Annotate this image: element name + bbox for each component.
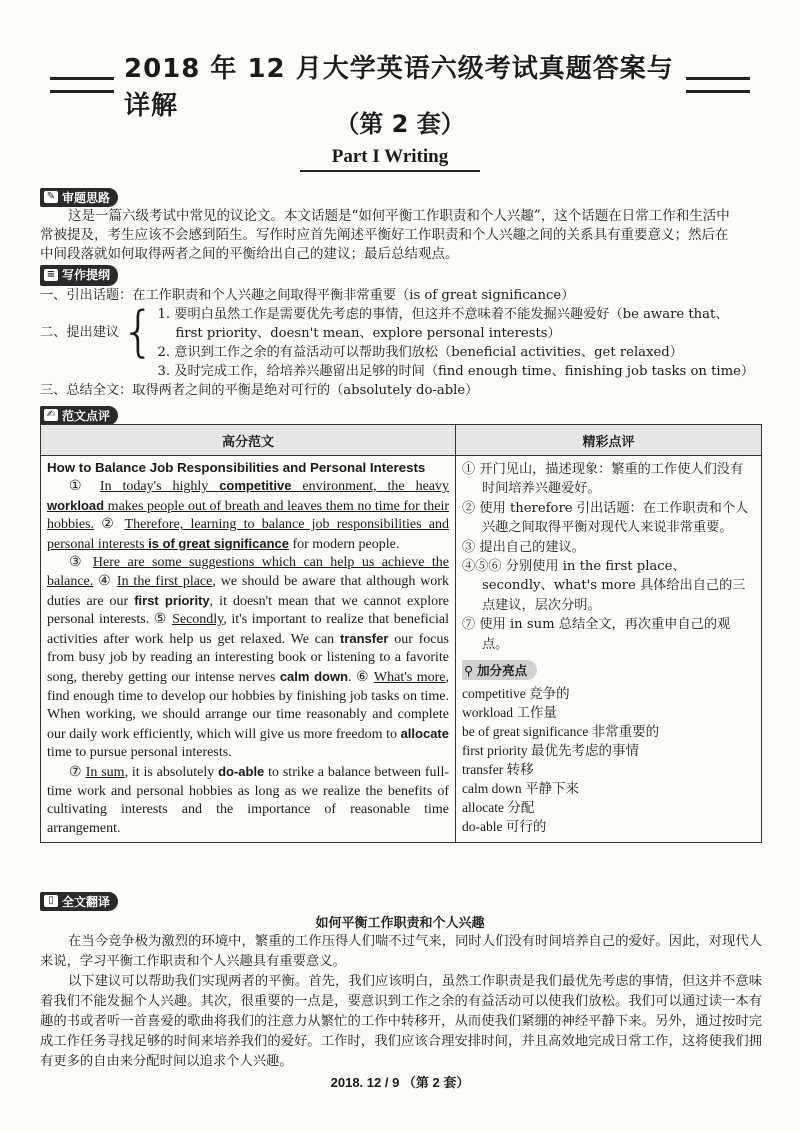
essay-body [47, 477, 449, 838]
comment-item: ② 使用 therefore 引出话题：在工作职责和个人兴趣之间取得平衡对现代人来说非常重要。 [462, 500, 749, 536]
essay-paragraph-2: ③ Here are some suggestions which can help us achieve the balance. ④ In the first place, we should be aware that although work duties are our first priority, it doesn't mean that we cannot explore personal interests. ⑤ Secondly, it's important to realize that beneficial activities after work help us get relaxed. We can transfer our focus from busy job by reading an interesting book or listening to a favorite song, thereby getting our intense nerves calm down. ⑥ What's more, find enough time to develop our hobbies by finishing job tasks on time. When working, we should arrange our time reasonably and complete our daily work efficiently, which will give us more freedom to allocate time to pursue personal interests. [47, 555, 449, 761]
vocab-item: first priority 最优先考虑的事情 [462, 743, 639, 759]
comment-item: ④⑤⑥ 分别使用 in the first place、secondly、what's more 具体给出自己的三点建议，层次分明。 [462, 559, 746, 613]
review-tag [40, 406, 118, 425]
vocab-list [462, 684, 755, 836]
outline-section [40, 264, 754, 400]
outline-line-1: 一、引出话题：在工作职责和个人兴趣之间取得平衡非常重要（is of great significance） [40, 287, 575, 303]
analysis-tag-label: 审题思路 [62, 190, 111, 205]
comment-item: ① 开门见山，描述现象：繁重的工作使人们没有时间培养兴趣爱好。 [462, 462, 744, 497]
book-icon: ▯ [44, 895, 58, 907]
vocab-item: allocate 分配 [462, 800, 535, 816]
translation-tag-label: 全文翻译 [62, 894, 111, 909]
essay-title: How to Balance Job Responsibilities and Personal Interests [47, 460, 426, 475]
outline-tag [40, 265, 118, 286]
vocab-item: be of great significance 非常重要的 [462, 724, 660, 740]
essay-column-header: 高分范文 [41, 425, 456, 456]
translation-paragraph-1: 在当今竞争极为激烈的环境中，繁重的工作压得人们喘不过气来，同时人们没有时间培养自己的爱好。因此，对现代人来说，学习平衡工作职责和个人兴趣具有重要意义。 [40, 934, 762, 969]
essay-paragraph-3: ⑦ In sum, it is absolutely do-able to strike a balance between full-time work and personal hobbies as long as we realize the benefits of cultivating interests and the importance of reasonable time arrangement. [47, 763, 449, 836]
vocab-item: calm down 平静下来 [462, 781, 579, 797]
magnifier-icon: ⚲ [464, 662, 474, 678]
comment-list [462, 460, 755, 654]
outline-label-2: 二、提出建议 [40, 324, 120, 340]
list-icon: ≡ [44, 269, 58, 281]
translation-body [40, 932, 762, 1072]
comment-item: ③ 提出自己的建议。 [462, 539, 585, 555]
outline-sub-1b: first priority、doesn't mean、explore personal interests） [175, 325, 561, 341]
pen-icon: ✍ [44, 409, 58, 421]
vocab-item: do-able 可行的 [462, 819, 547, 835]
review-tag-wrap [40, 402, 118, 425]
essay-table [40, 424, 762, 843]
essay-cell [41, 456, 456, 843]
review-tag-label: 范文点评 [62, 408, 111, 423]
highlight-tag [462, 660, 537, 680]
translation-tag-wrap [40, 888, 118, 911]
page-title: 2018 年 12 月大学英语六级考试真题答案与详解 [124, 54, 674, 121]
essay-paragraph-1: ① In today's highly competitive environment, the heavy workload makes people out of breath and leaves them no time for their hobbies. ② Therefore, learning to balance job responsibilities and personal interests is of great significance for modern people. [47, 478, 449, 552]
translation-title: 如何平衡工作职责和个人兴趣 [315, 916, 485, 931]
brace-icon: { [121, 299, 156, 363]
vocab-item: workload 工作量 [462, 705, 557, 721]
page-footer: 2018. 12 / 9 （第 2 套） [330, 1075, 470, 1090]
comment-cell [456, 456, 762, 843]
title-row [40, 54, 760, 121]
outline-sub-3: 3. 及时完成工作，给培养兴趣留出足够的时间（find enough time、finishing job tasks on time） [157, 363, 755, 379]
analysis-tag [40, 188, 118, 207]
comment-item: ⑦ 使用 in sum 总结全文，再次重申自己的观点。 [462, 617, 731, 652]
analysis-text: 这是一篇六级考试中常见的议论文。本文话题是“如何平衡工作职责和个人兴趣”，这个话题在日常工作和生活中常被提及，考生应该不会感到陌生。写作时应首先阐述平衡好工作职责和个人兴趣之间的关系具有重要意义；然后在中间段落就如何取得两者之间的平衡给出自己的建议；最后总结观点。 [40, 207, 730, 262]
outline-suggestions [40, 299, 755, 381]
vocab-item: competitive 竞争的 [462, 686, 570, 702]
outline-line-3: 三、总结全文：取得两者之间的平衡是绝对可行的（absolutely do-able） [40, 382, 479, 398]
outline-tag-label: 写作提纲 [62, 267, 111, 282]
translation-tag [40, 892, 118, 911]
part-heading: Part I Writing [300, 146, 480, 172]
analysis-section [40, 184, 740, 264]
title-decoration-left [50, 77, 114, 93]
person-icon: ✎ [44, 191, 58, 203]
outline-sub-2: 2. 意识到工作之余的有益活动可以帮助我们放松（beneficial activities、get relaxed） [157, 344, 683, 360]
title-decoration-right [686, 77, 750, 93]
comment-column-header: 精彩点评 [456, 425, 762, 456]
highlight-tag-label: 加分亮点 [477, 663, 528, 679]
vocab-item: transfer 转移 [462, 762, 534, 778]
outline-sub-1a: 1. 要明白虽然工作是需要优先考虑的事情，但这并不意味着不能发掘兴趣爱好（be aware that、 [157, 306, 729, 322]
page-subtitle: （第 2 套） [335, 110, 465, 138]
translation-paragraph-2: 以下建议可以帮助我们实现两者的平衡。首先，我们应该明白，虽然工作职责是我们最优先考虑的事情，但这并不意味着我们不能发掘个人兴趣。其次，很重要的一点是，要意识到工作之余的有益活动可以使我们放松。我们可以通过读一本有趣的书或者听一首喜爱的歌曲将我们的注意力从繁忙的工作中转移开，从而使我们紧绷的神经平静下来。另外，通过按时完成工作任务寻找足够的时间来培养我们的爱好。工作时，我们应该合理安排时间，并且高效地完成日常工作，这将使我们拥有更多的自由来分配时间以追求个人兴趣。 [40, 974, 762, 1069]
